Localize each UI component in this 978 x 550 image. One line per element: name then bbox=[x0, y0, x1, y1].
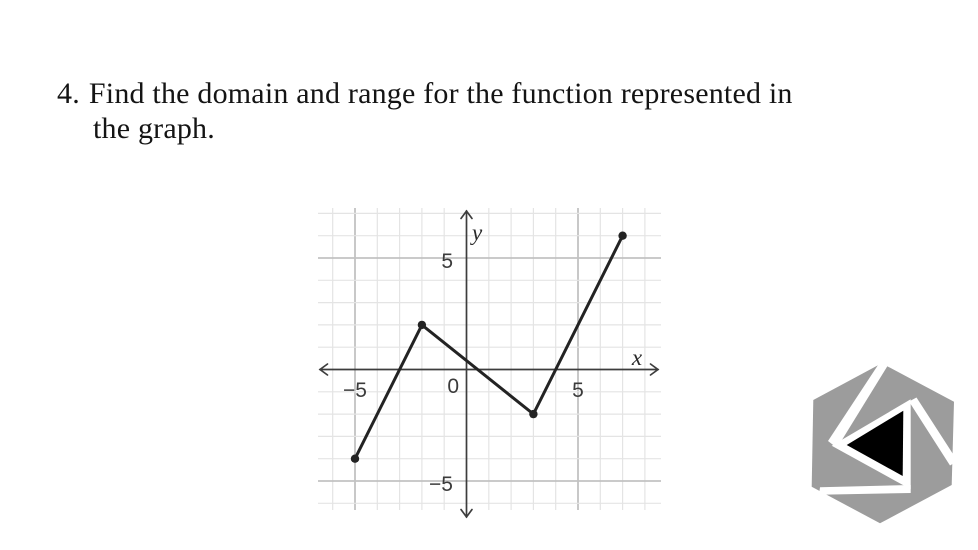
data-point bbox=[351, 455, 359, 463]
question-line2: the graph. bbox=[93, 112, 215, 145]
grid bbox=[318, 208, 661, 510]
y-axis-label: y bbox=[472, 220, 483, 245]
question-number: 4. bbox=[57, 77, 80, 110]
tick-labels bbox=[343, 220, 643, 496]
y-tick-label: −5 bbox=[429, 473, 453, 496]
x-tick-label: 5 bbox=[572, 379, 584, 402]
data-point bbox=[618, 232, 626, 240]
x-axis-label: x bbox=[631, 345, 643, 370]
question bbox=[57, 76, 793, 146]
question-text: Find the domain and range for the function represented in bbox=[88, 77, 793, 110]
y-tick-label: 5 bbox=[441, 250, 453, 273]
hexagon-play-logo bbox=[808, 360, 958, 528]
function-graph bbox=[318, 208, 661, 520]
data-point bbox=[529, 410, 537, 418]
x-tick-label: −5 bbox=[343, 379, 367, 402]
data-point bbox=[418, 321, 426, 329]
question-line1 bbox=[57, 76, 793, 111]
origin-label: 0 bbox=[447, 375, 459, 398]
